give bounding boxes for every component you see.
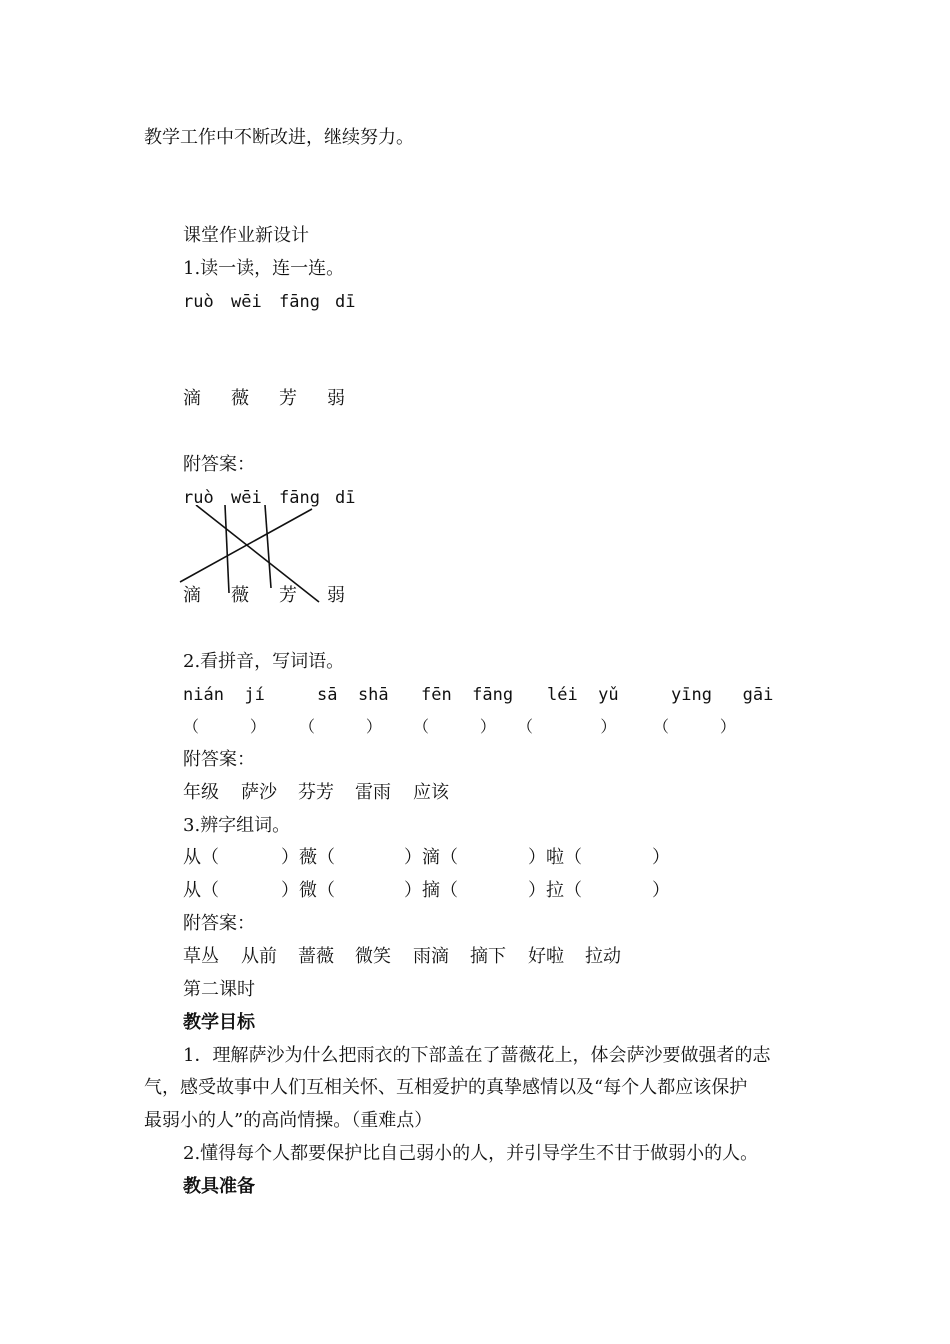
q1-char-4: 弱 <box>327 388 345 409</box>
q2-blank-1[interactable]: （ ） <box>183 717 266 736</box>
match-line-di <box>180 509 312 582</box>
q1-char-2: 薇 <box>231 388 249 409</box>
q3-title: 3.辨字组词。 <box>183 815 291 836</box>
q3-answer-6: 摘下 <box>470 946 506 967</box>
q3-answer-4: 微笑 <box>355 946 391 967</box>
q3-answer-7: 好啦 <box>528 946 564 967</box>
q3-row2-5: ） <box>652 880 670 901</box>
q3-row1-5: ） <box>652 847 670 868</box>
q3-row2-1: 从（ <box>183 880 219 901</box>
q3-answer-1: 草丛 <box>183 946 219 967</box>
q3-row2-2: ）微（ <box>281 880 335 901</box>
q2-blank-5[interactable]: （ ） <box>653 717 736 736</box>
q1-ans-pinyin-2: wēi <box>231 488 262 508</box>
match-line-ruo <box>196 505 319 602</box>
q3-answer-8: 拉动 <box>585 946 621 967</box>
q2-answer-2: 萨沙 <box>241 782 277 803</box>
lesson2-title: 第二课时 <box>183 979 255 1000</box>
q2-blank-4[interactable]: （ ） <box>517 717 618 736</box>
q2-pinyin-3: fēn fāng <box>421 685 514 705</box>
q1-pinyin-3: fāng <box>279 292 320 312</box>
q3-answer-5: 雨滴 <box>413 946 449 967</box>
q3-row1-3: ）滴（ <box>404 847 458 868</box>
q2-pinyin-2: sā shā <box>317 685 389 705</box>
q2-answer-1: 年级 <box>183 782 219 803</box>
q2-pinyin-5: yīng gāi <box>671 685 774 705</box>
match-line-wei <box>225 505 229 593</box>
q1-ans-char-4: 弱 <box>327 585 345 606</box>
goal1-line1: 1．理解萨沙为什么把雨衣的下部盖在了蔷薇花上，体会萨沙要做强者的志 <box>183 1045 771 1066</box>
q2-answer-label: 附答案： <box>183 749 255 770</box>
q3-answer-2: 从前 <box>241 946 277 967</box>
goal2: 2.懂得每个人都要保护比自己弱小的人，并引导学生不甘于做弱小的人。 <box>183 1143 759 1164</box>
q1-ans-pinyin-1: ruò <box>183 488 214 508</box>
q1-answer-label: 附答案： <box>183 454 255 475</box>
q2-answer-3: 芬芳 <box>298 782 334 803</box>
q2-answer-5: 应该 <box>413 782 449 803</box>
q3-row2-3: ）摘（ <box>404 880 458 901</box>
q1-ans-char-1: 滴 <box>183 585 201 606</box>
q1-char-3: 芳 <box>279 388 297 409</box>
goal-heading: 教学目标 <box>183 1012 255 1033</box>
q1-pinyin-2: wēi <box>231 292 262 312</box>
q2-title: 2.看拼音，写词语。 <box>183 651 345 672</box>
q1-char-1: 滴 <box>183 388 201 409</box>
q2-blank-3[interactable]: （ ） <box>413 717 496 736</box>
q1-pinyin-4: dī <box>335 292 356 312</box>
q1-ans-char-3: 芳 <box>279 585 297 606</box>
q1-title: 1.读一读，连一连。 <box>183 258 345 279</box>
q2-pinyin-4: léi yǔ <box>547 685 619 705</box>
q1-ans-char-2: 薇 <box>231 585 249 606</box>
q3-answer-label: 附答案： <box>183 913 255 934</box>
match-line-fang <box>265 505 271 588</box>
goal1-line2: 气，感受故事中人们互相关怀、互相爱护的真挚感情以及“每个人都应该保护 <box>144 1077 748 1098</box>
q3-answer-3: 蔷薇 <box>298 946 334 967</box>
q3-row2-4: ）拉（ <box>528 880 582 901</box>
tools-heading: 教具准备 <box>183 1176 255 1197</box>
intro-text: 教学工作中不断改进，继续努力。 <box>144 127 414 148</box>
q1-ans-pinyin-4: dī <box>335 488 356 508</box>
q1-ans-pinyin-3: fāng <box>279 488 320 508</box>
goal1-line3: 最弱小的人”的高尚情操。（重难点） <box>144 1110 433 1131</box>
q1-pinyin-1: ruò <box>183 292 214 312</box>
q2-answer-4: 雷雨 <box>355 782 391 803</box>
q3-row1-4: ）啦（ <box>528 847 582 868</box>
q3-row1-2: ）薇（ <box>281 847 335 868</box>
section-title: 课堂作业新设计 <box>183 225 309 246</box>
q2-pinyin-1: nián jí <box>183 685 265 705</box>
q3-row1-1: 从（ <box>183 847 219 868</box>
q2-blank-2[interactable]: （ ） <box>299 717 382 736</box>
